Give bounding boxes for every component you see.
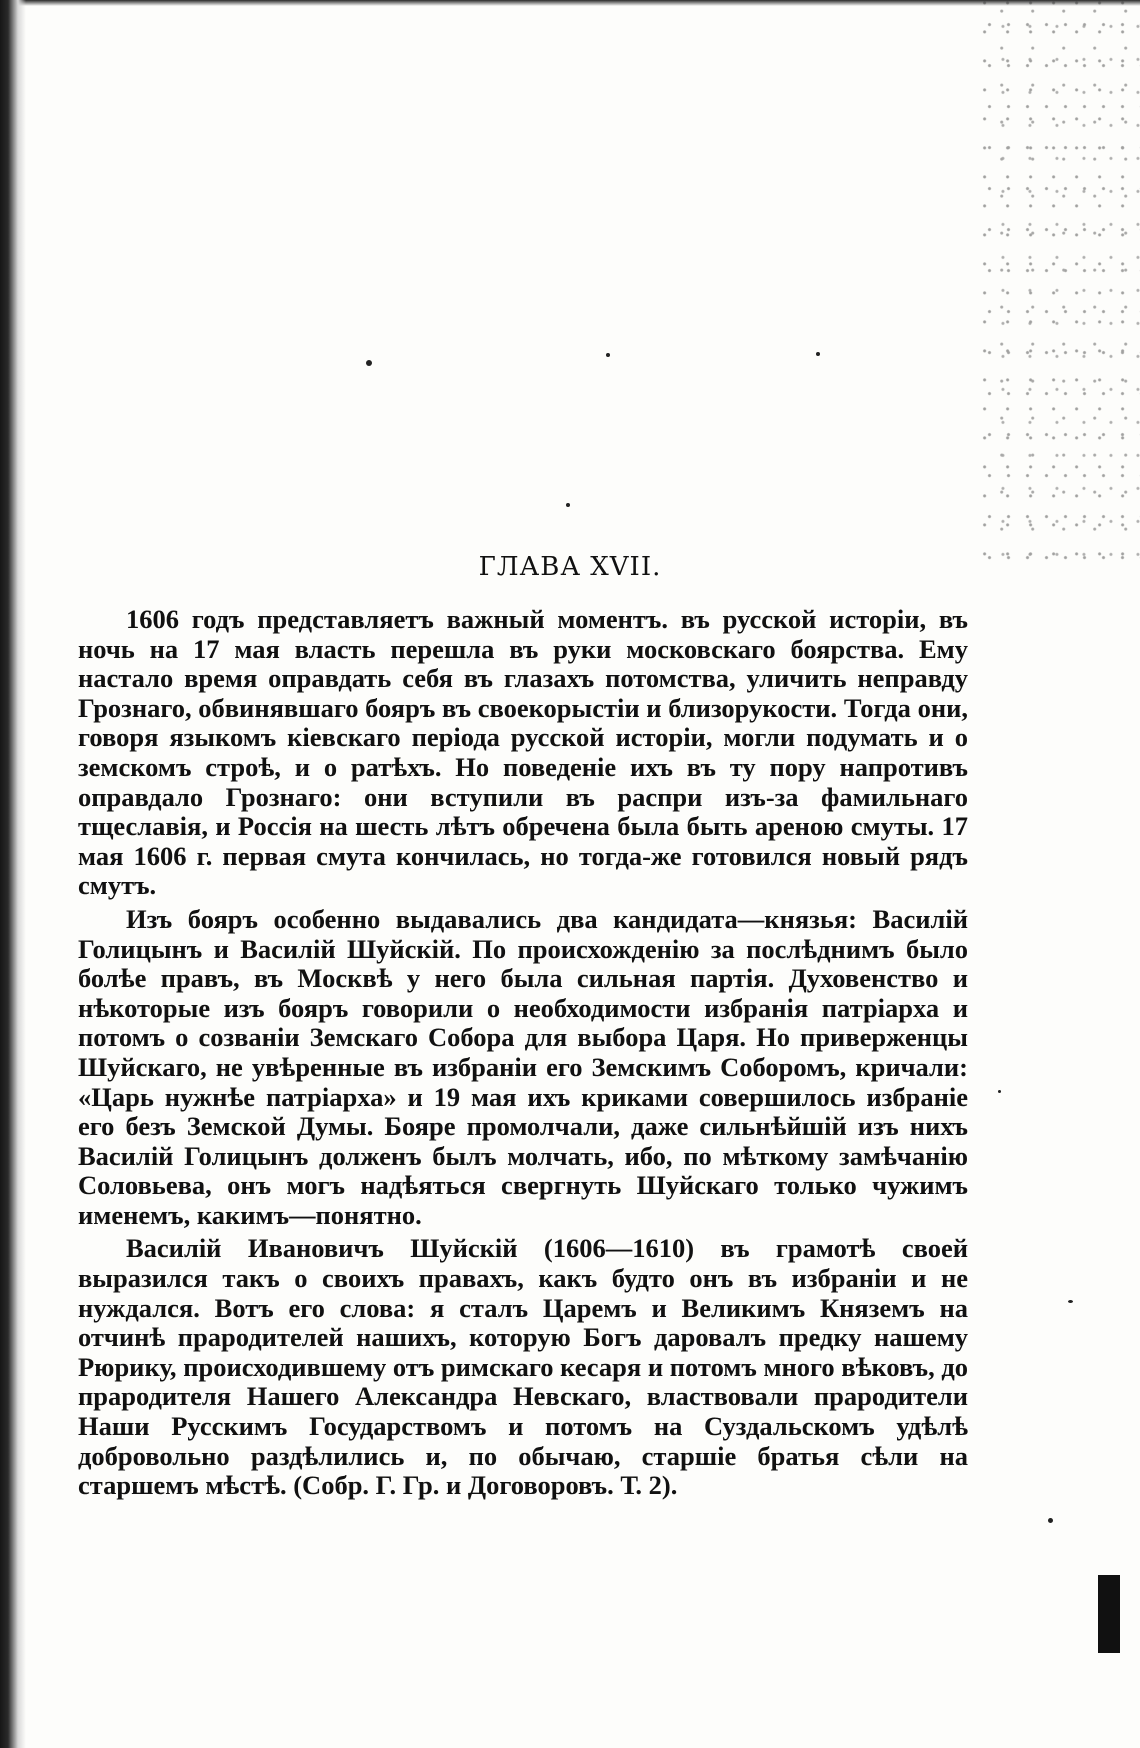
scan-speck	[566, 503, 570, 507]
scan-edge-mark	[1098, 1575, 1120, 1653]
paragraph: Василій Ивановичъ Шуйскій (1606—1610) въ грамотѣ своей выразился такъ о своихъ правахъ, какъ будто онъ въ избраніи и не нуждался. Вотъ его слова: я сталъ Царемъ и Великимъ Княземъ на отчинѣ прародителей нашихъ, которую Богъ даровалъ предку нашему Рюрику, происходившему отъ римскаго кесаря и потомъ много вѣковъ, до прародителя Нашего Александра Невскаго, властвовали прародители Наши Русскимъ Государствомъ и потомъ на Суздальскомъ удѣлѣ добровольно раздѣлились и, по обычаю, старшіе братья сѣли на старшемъ мѣстѣ. (Собр. Г. Гр. и Договоровъ. Т. 2).	[78, 1233, 968, 1501]
scan-speck	[366, 360, 372, 366]
scan-noise	[980, 0, 1140, 560]
scan-speck	[998, 1090, 1001, 1093]
paragraph: 1606 годъ представляетъ важный моментъ. въ русской исторіи, въ ночь на 17 мая власть перешла въ руки московскаго боярства. Ему настало время оправдать себя въ глазахъ потомства, уличить неправду Грознаго, обвинявшаго бояръ въ своекорыстіи и близорукости. Тогда они, говоря языкомъ кіевскаго періода русской исторіи, могли подумать и о земскомъ строѣ, и о ратѣхъ. Но поведеніе ихъ въ ту пору напротивъ оправдало Грознаго: они вступили въ распри изъ-за фамильнаго тщеславія, и Россія на шесть лѣтъ обречена была быть ареною смуты. 17 мая 1606 г. первая смута кончилась, но тогда-же готовился новый рядъ смутъ.	[78, 604, 968, 901]
scan-left-edge	[0, 0, 26, 1748]
scan-top-edge	[0, 0, 1140, 6]
scan-speck	[1068, 1300, 1073, 1303]
scan-speck	[606, 353, 610, 357]
paragraph: Изъ бояръ особенно выдавались два кандидата—князья: Василій Голицынъ и Василій Шуйскій. По происхожденію за послѣднимъ было болѣе правъ, въ Москвѣ у него была сильная партія. Духовенство и нѣкоторые изъ бояръ говорили о необходимости избранія патріарха и потомъ о созваніи Земскаго Собора для выбора Царя. Но приверженцы Шуйскаго, не увѣренные въ избраніи его Земскимъ Соборомъ, кричали: «Царь нужнѣе патріарха» и 19 мая ихъ криками совершилось избраніе его безъ Земской Думы. Бояре промолчали, даже сильнѣйшій изъ нихъ Василій Голицынъ долженъ былъ молчать, ибо, по мѣткому замѣчанію Соловьева, онъ могъ надѣяться свергнуть Шуйскаго только чужимъ именемъ, какимъ—понятно.	[78, 903, 968, 1230]
chapter-title: ГЛАВА XVII.	[478, 552, 662, 582]
body-text	[78, 605, 968, 1505]
scan-speck	[816, 352, 820, 356]
scan-speck	[1048, 1518, 1053, 1523]
